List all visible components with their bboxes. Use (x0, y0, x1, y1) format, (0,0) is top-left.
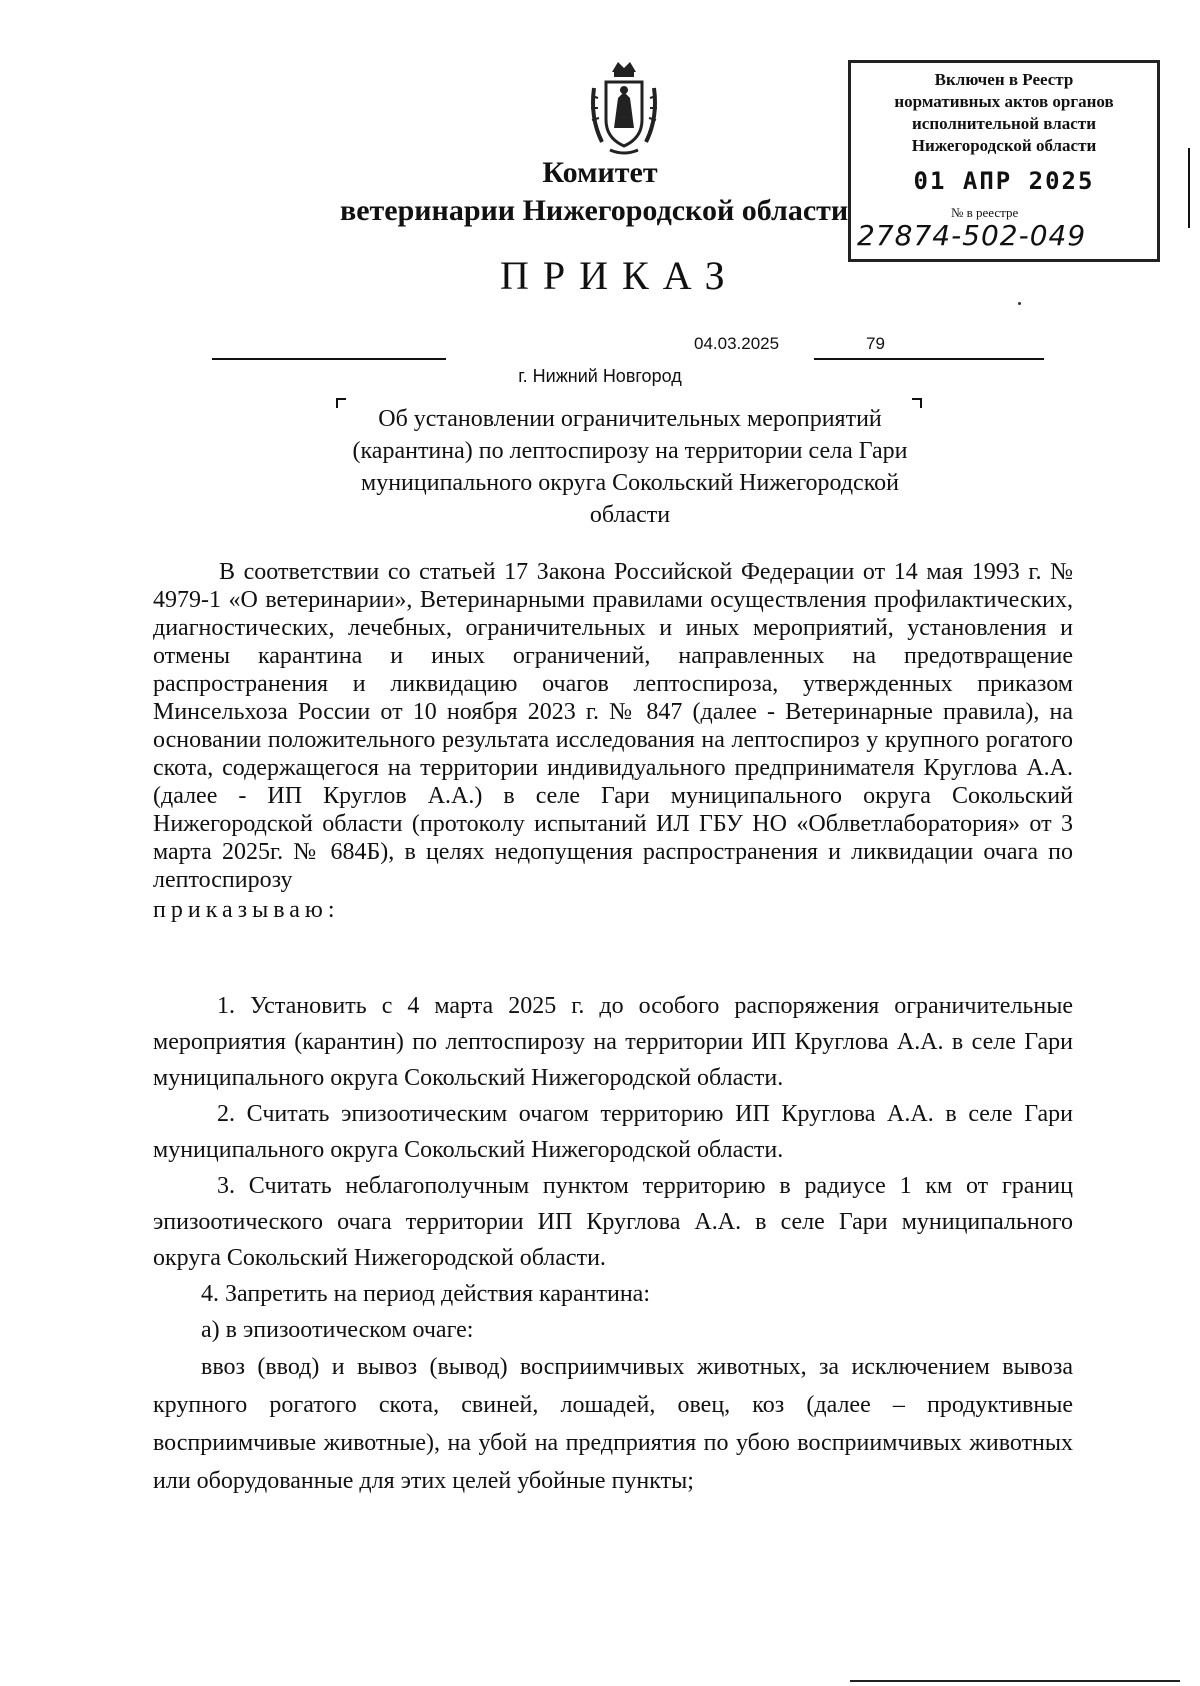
margin-mark (1188, 148, 1190, 228)
stamp-registry-number: 27874-502-049 (857, 219, 1087, 252)
stamp-date: 01 АПР 2025 (913, 167, 1095, 195)
order-preamble (153, 558, 1073, 924)
stamp-line: Нижегородской области (911, 136, 1097, 155)
order-item-4a-text: ввоз (ввод) и вывоз (вывод) восприимчивых животных, за исключением вывоза крупного рогатого скота, свиней, лошадей, овец, коз (далее – продуктивные восприимчивые животные), на убой на предприятия по убою восприимчивых животных или оборудованные для этих целей убойные пункты; (153, 1354, 1073, 1494)
order-item-1: 1. Установить с 4 марта 2025 г. до особого распоряжения ограничительные мероприятия (карантин) по лептоспирозу на территории ИП Круглова А.А. в селе Гари муниципального округа Сокольский Нижегородской области. (153, 993, 1073, 1091)
order-item-4: 4. Запретить на период действия карантина: (201, 1281, 650, 1307)
order-item-4a: а) в эпизоотическом очаге: (201, 1317, 474, 1343)
order-verb: приказываю: (153, 897, 340, 923)
date-underline-right (814, 358, 1044, 360)
order-date: 04.03.2025 (694, 334, 780, 353)
stamp-text (851, 69, 1157, 157)
stamp-line: Включен в Реестр (934, 70, 1074, 89)
stamp-registry-label: № в реестре (951, 205, 1019, 220)
scan-speck (1018, 302, 1021, 305)
stamp-line: нормативных актов органов (894, 92, 1114, 111)
order-item-3: 3. Считать неблагополучным пунктом территорию в радиусе 1 км от границ эпизоотического очага территории ИП Круглова А.А. в селе Гари муниципального округа Сокольский Нижегородской области. (153, 1173, 1073, 1271)
footer-rule (850, 1680, 1180, 1682)
registry-stamp (848, 60, 1160, 262)
order-items (153, 988, 1073, 1500)
preamble-paragraph: В соответствии со статьей 17 Закона Российской Федерации от 14 мая 1993 г. № 4979-1 «О ветеринарии», Ветеринарными правилами осуществления профилактических, диагностических, лечебных, ограничительных и иных мероприятий, установления и отмены карантина и иных ограничений, направленных на предотвращение распространения и ликвидацию очагов лептоспироза, утвержденных приказом Минсельхоза России от 10 ноября 2023 г. № 847 (далее - Ветеринарные правила), на основании положительного результата исследования на лептоспироз у крупного рогатого скота, содержащегося на территории индивидуального предпринимателя Круглова А.А. (далее - ИП Круглов А.А.) в селе Гари муниципального округа Сокольский Нижегородской области (протоколу испытаний ИЛ ГБУ НО «Облветлаборатория» от 3 марта 2025г. № 684Б), в целях недопущения распространения и ликвидации очага по лептоспирозу (153, 559, 1073, 893)
order-title: Об установлении ограничительных мероприятий (карантина) по лептоспирозу на территории села Гари муниципального округа Сокольский Нижегородской области (352, 406, 908, 528)
org-name-line1: Комитет (542, 156, 658, 189)
city: г. Нижний Новгород (518, 366, 682, 386)
document-type-heading: ПРИКАЗ (500, 253, 739, 298)
coat-of-arms-emblem (584, 58, 664, 158)
order-item-2: 2. Считать эпизоотическим очагом территорию ИП Круглова А.А. в селе Гари муниципального округа Сокольский Нижегородской области. (153, 1101, 1073, 1163)
order-number: 79 (866, 334, 885, 353)
date-underline-left (212, 358, 446, 360)
stamp-line: исполнительной власти (912, 114, 1096, 133)
org-name-line2: ветеринарии Нижегородской области (340, 194, 849, 227)
